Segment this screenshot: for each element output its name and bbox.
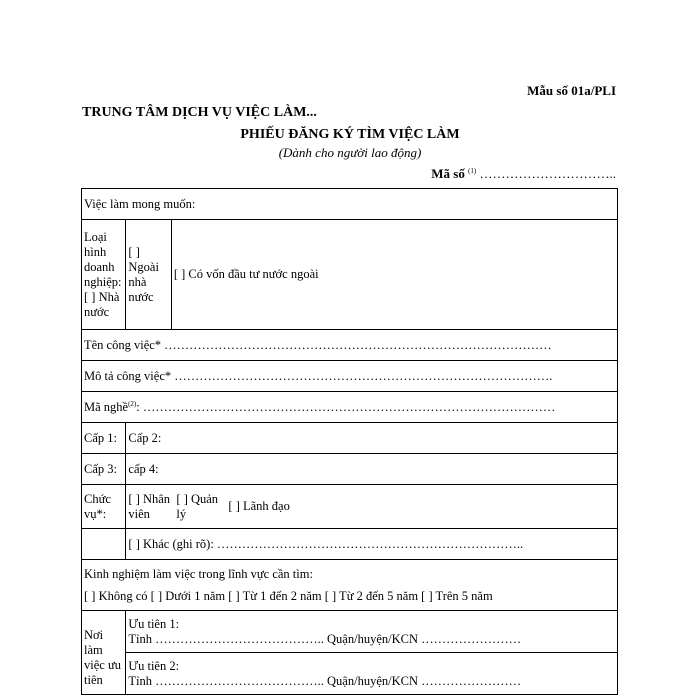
occupation-code-label: Mã nghề <box>84 399 129 414</box>
form-code: Mẫu số 01a/PLI <box>527 83 616 98</box>
job-description-field[interactable]: Mô tả công việc* ………………………………………………………………………………. <box>82 361 618 392</box>
desired-job-label: Việc làm mong muốn: <box>82 189 618 220</box>
code-line <box>431 166 616 182</box>
occupation-code-footnote: (2) <box>128 399 137 408</box>
registration-table <box>81 188 618 695</box>
row-workplace-priority-2 <box>82 653 618 695</box>
form-title: PHIẾU ĐĂNG KÝ TÌM VIỆC LÀM <box>240 127 460 142</box>
occupation-code-field[interactable] <box>82 392 618 423</box>
row-business-type <box>82 220 618 330</box>
row-workplace-priority-1 <box>82 611 618 653</box>
priority-1-line[interactable]: Tỉnh ………………………………….. Quận/huyện/KCN …………………… <box>128 631 522 646</box>
row-job-name <box>82 330 618 361</box>
priority-2-cell <box>126 653 618 695</box>
option-foreign-invested[interactable]: [ ] Có vốn đầu tư nước ngoài <box>171 220 617 330</box>
row-job-description <box>82 361 618 392</box>
center-name: TRUNG TÂM DỊCH VỤ VIỆC LÀM... <box>82 105 317 120</box>
position-label: Chức vụ*: <box>82 485 126 529</box>
position-options-cell <box>126 485 618 529</box>
row-experience <box>82 560 618 611</box>
row-position <box>82 485 618 529</box>
row-desired-job <box>82 189 618 220</box>
option-other[interactable]: [ ] Khác (ghi rõ): ……………………………………………………………….. <box>126 529 618 560</box>
code-dots[interactable]: ………………………….. <box>479 166 616 181</box>
row-position-other <box>82 529 618 560</box>
option-non-state[interactable]: [ ] Ngoài nhà nước <box>126 220 171 330</box>
experience-label: Kinh nghiệm làm việc trong lĩnh vực cần tìm: <box>84 566 313 581</box>
row-occupation-code <box>82 392 618 423</box>
level-2-label: Cấp 2: <box>126 423 618 454</box>
priority-2-line[interactable]: Tỉnh ………………………………….. Quận/huyện/KCN …………………… <box>128 673 522 688</box>
code-label: Mã số <box>431 166 465 181</box>
priority-1-label: Ưu tiên 1: <box>128 616 180 631</box>
level-1-label: Cấp 1: <box>82 423 126 454</box>
code-footnote: (1) <box>468 167 477 175</box>
row-levels-1-2 <box>82 423 618 454</box>
job-name-field[interactable]: Tên công việc* ………………………………………………………………………………… <box>82 330 618 361</box>
business-type-cell <box>82 220 126 330</box>
row-levels-3-4 <box>82 454 618 485</box>
experience-cell <box>82 560 618 611</box>
option-manager[interactable]: [ ] Quản lý <box>176 491 219 521</box>
experience-options[interactable]: [ ] Không có [ ] Dưới 1 năm [ ] Từ 1 đến 2 năm [ ] Từ 2 đến 5 năm [ ] Trên 5 năm <box>84 588 493 603</box>
occupation-code-dots[interactable]: : ……………………………………………………………………………………… <box>136 399 556 414</box>
option-leader[interactable]: [ ] Lãnh đạo <box>228 499 290 513</box>
position-other-empty <box>82 529 126 560</box>
priority-1-cell <box>126 611 618 653</box>
option-staff[interactable]: [ ] Nhân viên <box>128 491 171 521</box>
level-3-label: Cấp 3: <box>82 454 126 485</box>
option-state-owned[interactable]: [ ] Nhà nước <box>84 289 120 319</box>
priority-2-label: Ưu tiên 2: <box>128 658 180 673</box>
business-type-label: Loại hình doanh nghiệp: <box>84 229 122 289</box>
form-subtitle: (Dành cho người lao động) <box>278 145 422 160</box>
level-4-label: cấp 4: <box>126 454 618 485</box>
workplace-label: Nơi làm việc ưu tiên <box>82 611 126 695</box>
